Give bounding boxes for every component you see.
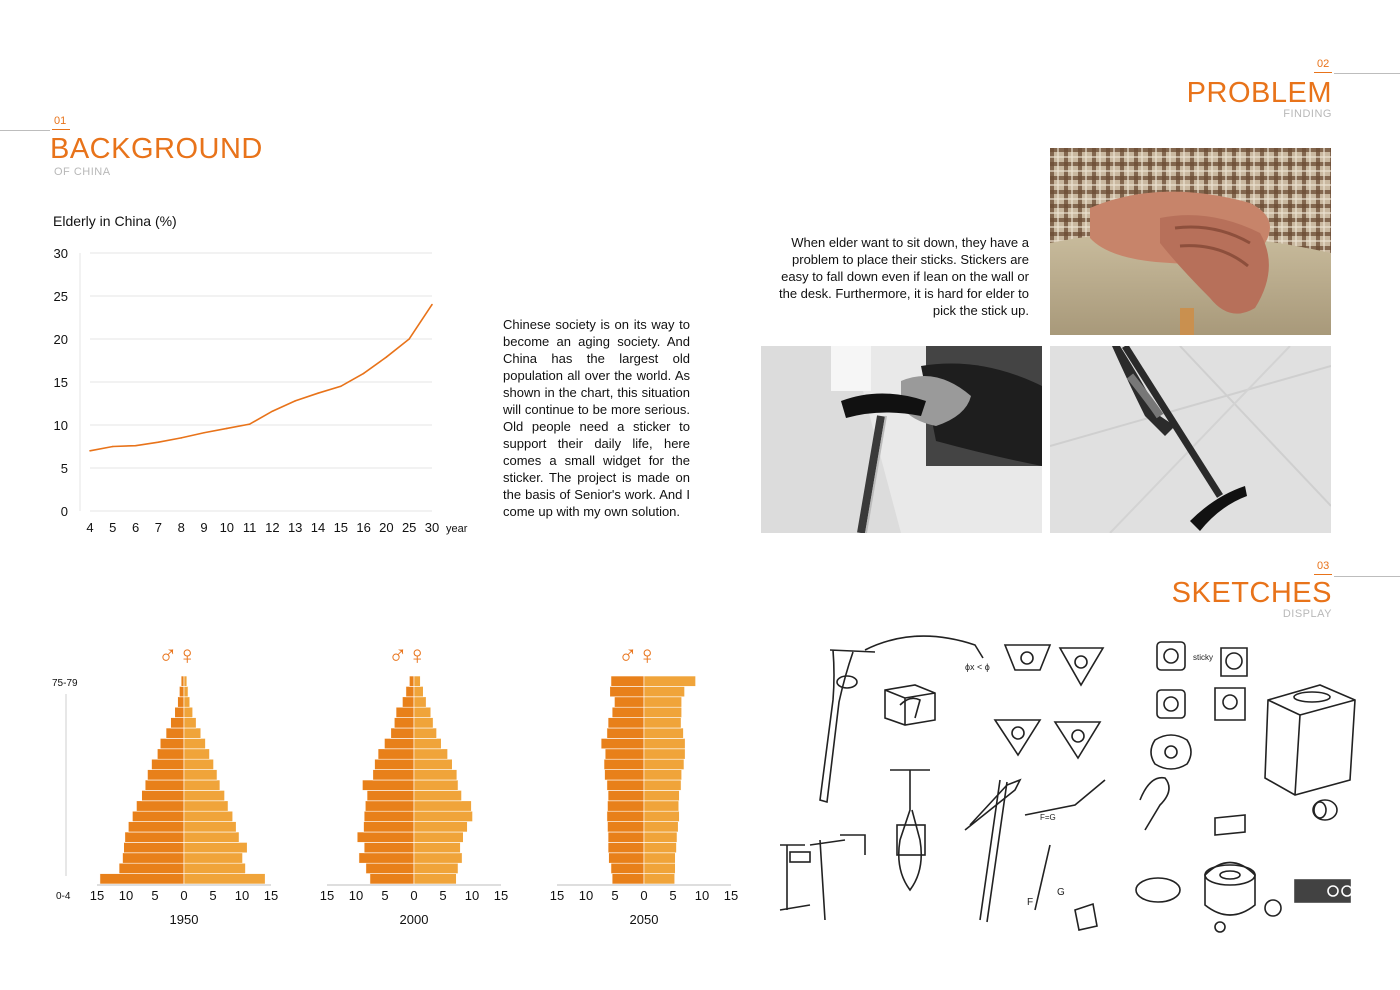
x-tick-label: 15 [549, 888, 565, 903]
data-point [203, 432, 205, 434]
female-bar [644, 874, 675, 884]
female-bar [184, 832, 239, 842]
x-tick-label: 5 [209, 888, 217, 903]
male-bar [367, 790, 414, 800]
background-number: 01 [54, 115, 67, 127]
male-bar [402, 697, 414, 707]
female-bar [414, 801, 471, 811]
female-bar [414, 728, 437, 738]
x-tick-label: 10 [234, 888, 250, 903]
male-bar [132, 811, 184, 821]
female-bar [414, 718, 433, 728]
data-point [180, 437, 182, 439]
female-bar [644, 863, 675, 873]
female-bar [184, 738, 205, 748]
x-tick-label: 5 [611, 888, 619, 903]
problem-text: When elder want to sit down, they have a problem to place their sticks. Stickers are easy to fall down even if lean on the wall or the desk. Furthermore, it is hard for elder to pick the stick up. [779, 235, 1029, 318]
female-bar [184, 842, 247, 852]
male-bar [609, 853, 644, 863]
female-bar [184, 874, 265, 884]
data-point [386, 356, 388, 358]
x-tick-label: 8 [177, 520, 185, 535]
male-bar [100, 874, 184, 884]
gender-symbols: ♂♀ [618, 640, 657, 670]
x-tick-label: 16 [356, 520, 371, 535]
male-bar [607, 801, 644, 811]
male-bar [612, 874, 644, 884]
series-line [90, 305, 432, 451]
data-point [272, 410, 274, 412]
male-bar [171, 718, 184, 728]
x-tick-label: 15 [333, 520, 349, 535]
female-bar [644, 780, 681, 790]
male-bar [373, 770, 414, 780]
female-bar [644, 770, 682, 780]
male-bar [179, 686, 184, 696]
gender-symbols: ♂♀ [158, 640, 197, 670]
male-bar [370, 874, 414, 884]
x-tick-label: 10 [348, 888, 364, 903]
female-bar [414, 842, 460, 852]
male-bar [604, 759, 644, 769]
female-bar [644, 790, 679, 800]
female-bar [414, 822, 467, 832]
x-tick-label: 12 [265, 520, 280, 535]
female-bar [184, 759, 214, 769]
data-point [249, 423, 251, 425]
female-bar [644, 718, 681, 728]
male-bar [142, 790, 184, 800]
male-bar [152, 759, 184, 769]
background-subtitle: OF CHINA [54, 166, 111, 178]
female-bar [644, 707, 682, 717]
male-bar [607, 822, 644, 832]
pyramid-year-label: 2000 [399, 912, 429, 927]
sketches-drawing [775, 630, 1375, 940]
y-tick-label: 0 [60, 504, 68, 519]
female-bar [414, 790, 462, 800]
svg-text:sticky: sticky [1193, 653, 1213, 662]
svg-text:F=G: F=G [1040, 813, 1056, 822]
x-axis-label: year [446, 523, 468, 535]
male-bar [601, 738, 644, 748]
male-bar [611, 863, 644, 873]
female-bar [184, 676, 187, 686]
male-bar [136, 801, 184, 811]
male-bar [175, 707, 184, 717]
female-bar [644, 686, 685, 696]
female-bar [414, 707, 431, 717]
female-bar [414, 832, 463, 842]
svg-text:F: F [1027, 897, 1034, 908]
male-bar [123, 853, 184, 863]
age-bottom-label: 0-4 [56, 891, 71, 902]
female-bar [184, 728, 201, 738]
male-bar [366, 863, 414, 873]
male-bar [359, 853, 414, 863]
x-tick-label: 10 [219, 520, 235, 535]
sketches-number: 03 [1317, 560, 1330, 572]
female-bar [184, 790, 225, 800]
male-bar [178, 697, 184, 707]
x-tick-label: 15 [89, 888, 105, 903]
sketches-subtitle: DISPLAY [1282, 608, 1332, 620]
female-bar [644, 811, 679, 821]
problem-title: PROBLEM [1186, 77, 1332, 109]
x-tick-label: 20 [379, 520, 394, 535]
x-tick-label: 5 [109, 520, 117, 535]
x-tick-label: 30 [424, 520, 440, 535]
female-bar [644, 853, 675, 863]
male-bar [605, 749, 644, 759]
male-bar [147, 770, 184, 780]
female-bar [414, 770, 457, 780]
male-bar [607, 780, 644, 790]
cane-grip-photo [761, 346, 1042, 533]
female-bar [184, 770, 217, 780]
x-tick-label: 10 [464, 888, 480, 903]
female-bar [414, 686, 423, 696]
sketches-number-underline [1314, 574, 1332, 575]
chart-title: Elderly in China (%) [53, 213, 177, 229]
x-tick-label: 15 [319, 888, 335, 903]
x-tick-label: 4 [86, 520, 94, 535]
data-point [317, 392, 319, 394]
female-bar [184, 686, 188, 696]
female-bar [414, 749, 448, 759]
male-bar [125, 832, 184, 842]
male-bar [364, 842, 414, 852]
data-point [135, 445, 137, 447]
x-tick-label: 10 [694, 888, 710, 903]
male-bar [611, 676, 644, 686]
male-bar [608, 718, 644, 728]
problem-rule [1334, 73, 1400, 74]
female-bar [184, 780, 220, 790]
male-bar [160, 738, 184, 748]
data-point [89, 450, 91, 452]
female-bar [184, 811, 233, 821]
female-bar [644, 697, 682, 707]
x-tick-label: 25 [401, 520, 417, 535]
female-bar [644, 676, 696, 686]
male-bar [610, 686, 644, 696]
svg-text:G: G [1057, 887, 1065, 898]
male-bar [608, 832, 644, 842]
female-bar [644, 822, 678, 832]
data-point [226, 428, 228, 430]
x-tick-label: 15 [723, 888, 739, 903]
x-tick-label: 6 [131, 520, 140, 535]
elderly-hands-photo [1050, 148, 1331, 335]
data-point [340, 386, 342, 388]
male-bar [394, 718, 414, 728]
x-tick-label: 5 [439, 888, 447, 903]
male-bar [364, 811, 414, 821]
problem-subtitle: FINDING [1283, 108, 1332, 120]
male-bar [612, 707, 644, 717]
data-point [158, 441, 160, 443]
x-tick-label: 13 [287, 520, 303, 535]
female-bar [184, 707, 193, 717]
background-number-underline [52, 129, 70, 130]
x-tick-label: 7 [154, 520, 163, 535]
data-point [363, 373, 365, 375]
population-pyramids [40, 630, 760, 940]
y-tick-label: 20 [53, 332, 68, 347]
problem-number-underline [1314, 72, 1332, 73]
female-bar [184, 718, 196, 728]
problem-number: 02 [1317, 58, 1330, 70]
female-bar [644, 842, 676, 852]
female-bar [644, 801, 679, 811]
male-bar [608, 790, 644, 800]
female-bar [184, 822, 236, 832]
x-tick-label: 9 [200, 520, 208, 535]
male-bar [357, 832, 414, 842]
sketches-rule [1334, 576, 1400, 577]
male-bar [409, 676, 414, 686]
female-bar [184, 749, 210, 759]
female-bar [644, 749, 685, 759]
x-tick-label: 0 [180, 888, 188, 903]
elderly-line-chart [40, 205, 480, 545]
female-bar [414, 874, 456, 884]
male-bar [391, 728, 414, 738]
x-tick-label: 10 [118, 888, 134, 903]
male-bar [124, 842, 184, 852]
male-bar [375, 759, 414, 769]
male-bar [119, 863, 184, 873]
x-tick-label: 15 [493, 888, 509, 903]
gender-symbols: ♂♀ [388, 640, 427, 670]
female-bar [184, 863, 245, 873]
background-rule [0, 130, 50, 131]
male-bar [362, 780, 414, 790]
female-bar [414, 780, 458, 790]
female-bar [644, 759, 684, 769]
pyramid-year-label: 1950 [169, 912, 199, 927]
female-bar [414, 697, 426, 707]
female-bar [184, 697, 190, 707]
data-point [431, 304, 433, 306]
y-tick-label: 15 [53, 375, 68, 390]
male-bar [607, 728, 644, 738]
x-tick-label: 0 [410, 888, 418, 903]
svg-text:ϕx < ϕ: ϕx < ϕ [965, 662, 990, 672]
female-bar [414, 738, 441, 748]
female-bar [184, 801, 228, 811]
female-bar [414, 676, 420, 686]
data-point [294, 400, 296, 402]
male-bar [607, 811, 644, 821]
y-tick-label: 25 [53, 289, 68, 304]
female-bar [414, 863, 458, 873]
y-tick-label: 10 [53, 418, 68, 433]
x-tick-label: 5 [151, 888, 159, 903]
y-tick-label: 5 [60, 461, 68, 476]
male-bar [166, 728, 184, 738]
y-tick-label: 30 [53, 246, 68, 261]
female-bar [414, 811, 473, 821]
x-tick-label: 15 [263, 888, 279, 903]
male-bar [384, 738, 414, 748]
female-bar [184, 853, 243, 863]
sketches-title: SKETCHES [1171, 577, 1332, 609]
x-tick-label: 11 [242, 520, 257, 535]
male-bar [614, 697, 644, 707]
male-bar [378, 749, 414, 759]
data-point [408, 338, 410, 340]
x-tick-label: 0 [640, 888, 648, 903]
male-bar [396, 707, 414, 717]
female-bar [644, 738, 685, 748]
cane-on-floor-photo [1050, 346, 1331, 533]
male-bar [608, 842, 644, 852]
x-tick-label: 5 [381, 888, 389, 903]
background-title: BACKGROUND [50, 133, 263, 165]
x-tick-label: 14 [310, 520, 326, 535]
female-bar [414, 853, 462, 863]
male-bar [365, 801, 414, 811]
female-bar [414, 759, 452, 769]
male-bar [128, 822, 184, 832]
male-bar [406, 686, 414, 696]
female-bar [644, 832, 677, 842]
male-bar [145, 780, 184, 790]
male-bar [364, 822, 414, 832]
male-bar [157, 749, 184, 759]
pyramid-year-label: 2050 [629, 912, 659, 927]
description-text: Chinese society is on its way to become an aging society. And China has the largest old population all over the world. As shown in the chart, this situation will continue to be more serious. Old people need a sticker to support their daily life, here comes a small widget for the sticker. The project is made on the basis of Senior's work. And I come up with my own solution. [503, 317, 690, 519]
age-top-label: 75-79 [52, 678, 78, 689]
female-bar [644, 728, 683, 738]
x-tick-label: 10 [578, 888, 594, 903]
x-tick-label: 5 [669, 888, 677, 903]
data-point [112, 446, 114, 448]
male-bar [605, 770, 644, 780]
male-bar [181, 676, 184, 686]
